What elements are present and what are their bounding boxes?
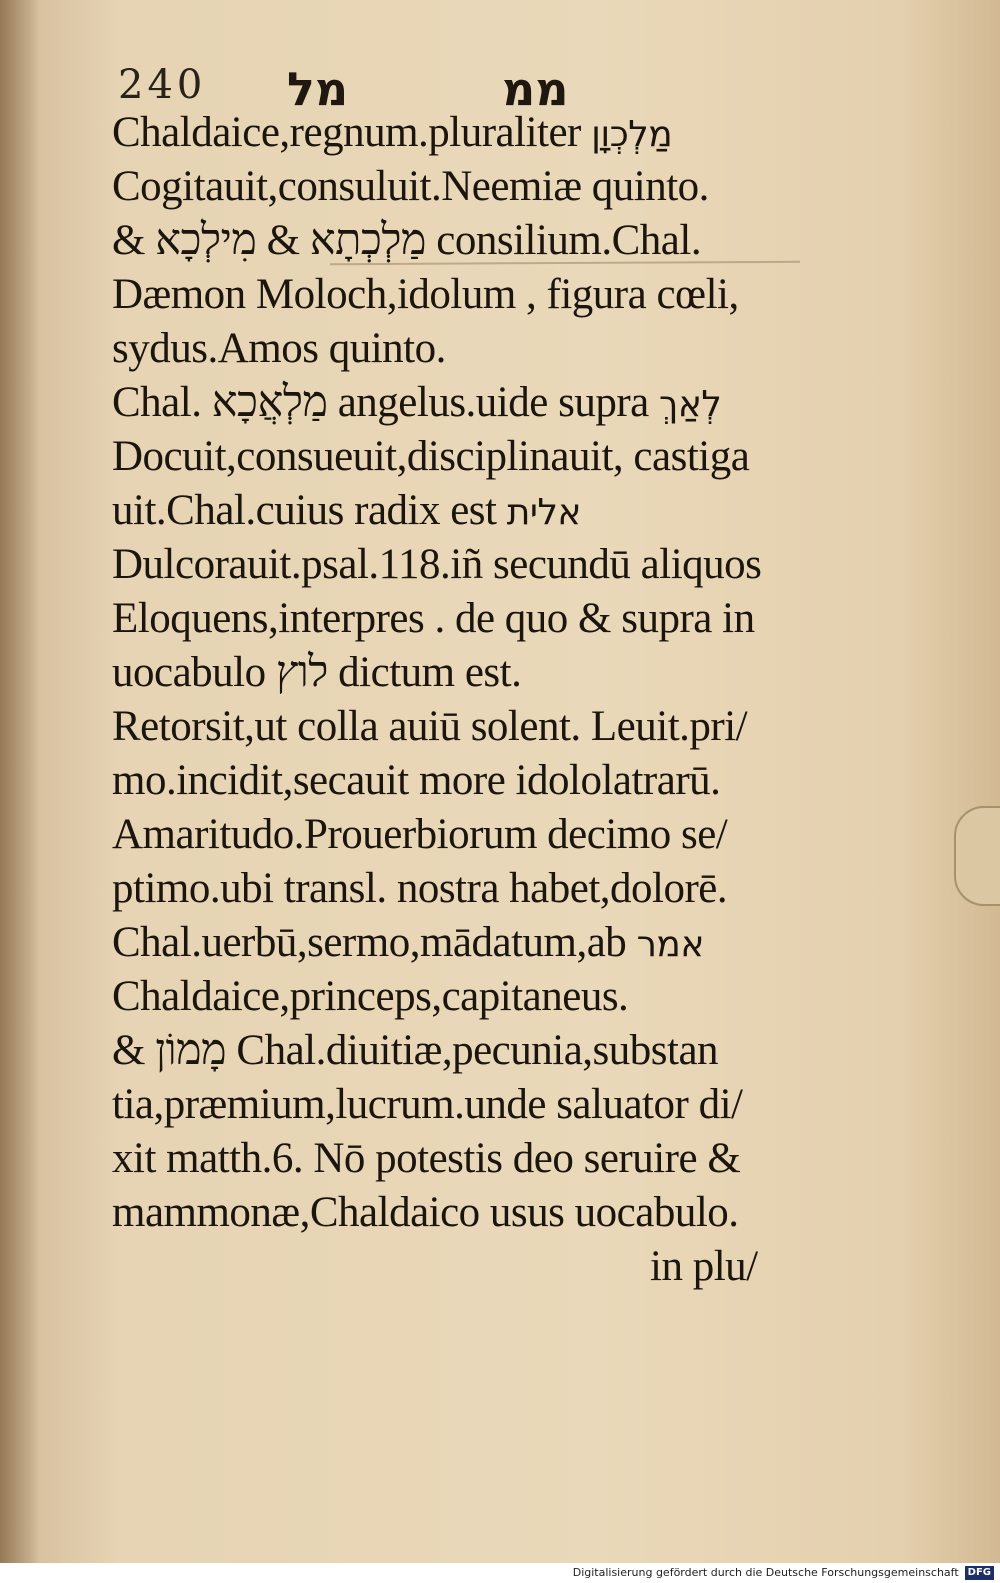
page-tab — [954, 806, 1000, 906]
entry-text: xit matth.6. Nō potestis deo seruire & — [112, 1135, 741, 1182]
entry-text: tia,præmium,lucrum.unde saluator di/ — [112, 1081, 743, 1128]
entry-text: in plu/ — [650, 1243, 758, 1290]
footer-text: Digitalisierung gefördert durch die Deutsche Forschungsgemeinschaft — [572, 1566, 959, 1579]
entry-text: Docuit,consueuit,disciplinauit, castiga — [112, 433, 750, 480]
page-header — [112, 62, 632, 116]
running-head-1: מל — [287, 62, 349, 116]
inline-hebrew: אלית — [506, 492, 581, 533]
entry-text: & מָמוֹן Chal.diuitiæ,pecunia,substan — [112, 1027, 719, 1074]
entry-text: Dulcorauit.psal.118.iñ secundū aliquos — [112, 541, 762, 588]
inline-hebrew: אמר — [636, 924, 704, 965]
running-head-2: ממ — [502, 62, 569, 116]
inline-hebrew: מַלְכְוָן — [591, 114, 673, 155]
entry-text: uit.Chal.cuius radix est — [112, 487, 497, 534]
entry-text: Chal.uerbū,sermo,mādatum,ab — [112, 919, 627, 966]
entry-text: ptimo.ubi transl. nostra habet,dolorē. — [112, 865, 728, 912]
dfg-logo: DFG — [965, 1566, 994, 1580]
entry-text: Cogitauit,consuluit.Neemiæ quinto. — [112, 163, 709, 210]
entry-text: uocabulo לוץ dictum est. — [112, 649, 522, 696]
entry-text: Amaritudo.Prouerbiorum decimo se/ — [112, 811, 728, 858]
entry-text: Eloquens,interpres . de quo & supra in — [112, 595, 755, 642]
inline-hebrew: לְאַךְ — [658, 384, 722, 425]
entry-text: Chaldaice,regnum.pluraliter — [112, 109, 581, 156]
entry-text: Chaldaice,princeps,capitaneus. — [112, 973, 629, 1020]
entry-text: mo.incidit,secauit more idololatrarū. — [112, 757, 721, 804]
entry-text: mammonæ,Chaldaico usus uocabulo. — [112, 1189, 739, 1236]
entry-text: Retorsit,ut colla auiū solent. Leuit.pri/ — [112, 703, 748, 750]
entry-text: sydus.Amos quinto. — [112, 325, 446, 372]
entry-text: Dæmon Moloch,idolum , figura cœli, — [112, 271, 739, 318]
page-number: 240 — [118, 62, 207, 108]
entry-text: Chal. מַלְאֲכָא angelus.uide supra — [112, 379, 649, 426]
footer-bar — [0, 1563, 1000, 1583]
entry-text: & מַלְכְתָא & מִילְכָא consilium.Chal. — [112, 217, 702, 264]
